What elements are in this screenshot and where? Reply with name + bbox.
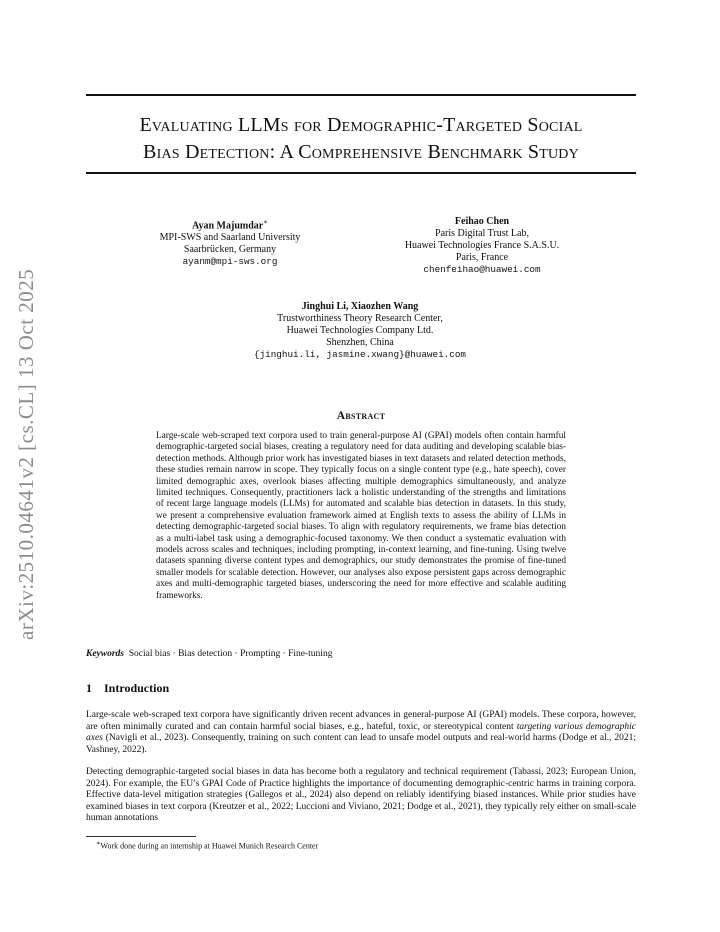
intro-paragraph-2: Detecting demographic-targeted social biases in data has become both a regulatory and technical requirement (Tabassi, 2023; European Union, 2024). For example, the EU’s GPAI Code of Practice highlights the importance of documenting demographic-centric harms in training corpora. Effective data-level mitigation strategies (Gallegos et al., 2024) also depend on reliably identifying biased instances. While prior studies have examined biases in text corpora (Kreutzer et al., 2022; Luccioni and Viviano, 2021; Dodge et al., 2021), they typically rely either on small-scale human annotations <box>86 767 636 823</box>
footnote-mark: ∗ <box>96 840 101 847</box>
author-affiliation: Huawei Technologies France S.A.S.U. <box>404 240 560 251</box>
paper-title <box>86 112 636 166</box>
author-location: Saarbrücken, Germany <box>183 244 277 256</box>
intro-paragraph-1 <box>86 710 636 756</box>
paragraph-emphasis: targeting various demographic axes <box>86 721 637 743</box>
author-location: Shenzhen, China <box>326 337 394 348</box>
keywords-label: Keywords <box>86 649 124 659</box>
author-affiliation: Huawei Technologies Company Ltd. <box>286 325 434 336</box>
author-email: chenfeihao@huawei.com <box>423 264 541 275</box>
title-line-2: Bias Detection: A Comprehensive Benchmark Study <box>143 141 579 163</box>
author-affiliation: Trustworthiness Theory Research Center, <box>277 313 443 324</box>
abstract-text: Large-scale web-scraped text corpora used to train general-purpose AI (GPAI) models often contain harmful demographic-targeted social biases, creating a regulatory need for data auditing and developing scalable bias-detection methods. Although prior work has investigated biases in text datasets and related detection methods, these studies remain narrow in scope. They typically focus on a single content type (e.g., hate speech), cover limited demographic axes, overlook biases affecting multiple demographics simultaneously, and analyze limited techniques. Consequently, practitioners lack a holistic understanding of the strengths and limitations of recent large language models (LLMs) for automated and scalable bias detection in datasets. In this study, we present a comprehensive evaluation framework aimed at English texts to assess the ability of LLMs in detecting demographic-targeted social biases. To align with regulatory requirements, we frame bias detection as a multi-label task using a demographic-focused taxonomy. We then conduct a systematic evaluation with models across scales and techniques, including prompting, in-context learning, and fine-tuning. Using twelve datasets spanning diverse content types and demographics, our study demonstrates the promise of fine-tuned smaller models for scalable detection. However, our analyses also expose persistent gaps across demographic axes and multi-demographic targeted biases, underscoring the need for more effective and scalable auditing frameworks. <box>156 431 566 601</box>
author-affiliation: MPI-SWS and Saarland University <box>159 232 301 244</box>
title-line-1: Evaluating LLMs for Demographic-Targeted Social <box>139 114 583 136</box>
author-block-3 <box>210 301 510 361</box>
section-number: 1 <box>86 681 92 695</box>
keywords-line <box>86 649 332 659</box>
footnote-text: Work done during an internship at Huawei Munich Research Center <box>100 841 319 851</box>
author-name: Jinghui Li, Xiaozhen Wang <box>301 301 419 312</box>
arxiv-side-banner: arXiv:2510.04641v2 [cs.CL] 13 Oct 2025 <box>14 268 38 640</box>
footnote <box>96 839 318 851</box>
title-top-rule <box>86 94 636 96</box>
author-email: ayanm@mpi-sws.org <box>182 256 278 268</box>
title-bottom-rule <box>86 172 636 174</box>
abstract-heading: Abstract <box>336 410 386 422</box>
author-location: Paris, France <box>455 252 509 263</box>
author-block-2 <box>372 216 592 276</box>
author-block-1 <box>130 216 330 268</box>
author-name: Feihao Chen <box>454 216 510 227</box>
section-title: Introduction <box>104 681 170 695</box>
paragraph-text: (Navigli et al., 2023). Consequently, training on such content can lead to unsafe model outputs and real-world harms (Dodge et al., 2021; Vashney, 2022). <box>86 733 636 755</box>
author-name: Ayan Majumdar∗ <box>192 218 268 232</box>
author-email: {jinghui.li, jasmine.xwang}@huawei.com <box>253 349 466 360</box>
paragraph-text: Large-scale web-scraped text corpora have significantly driven recent advances in general-purpose AI (GPAI) models. These corpora, however, are often minimally curated and can contain harmful social biases, e.g., hateful, toxic, or stereotypical content <box>86 710 636 732</box>
author-affiliation: Paris Digital Trust Lab, <box>435 228 529 239</box>
section-heading <box>86 681 169 696</box>
keywords-list: Social bias · Bias detection · Prompting · Fine-tuning <box>128 649 333 659</box>
footnote-rule <box>86 836 196 837</box>
